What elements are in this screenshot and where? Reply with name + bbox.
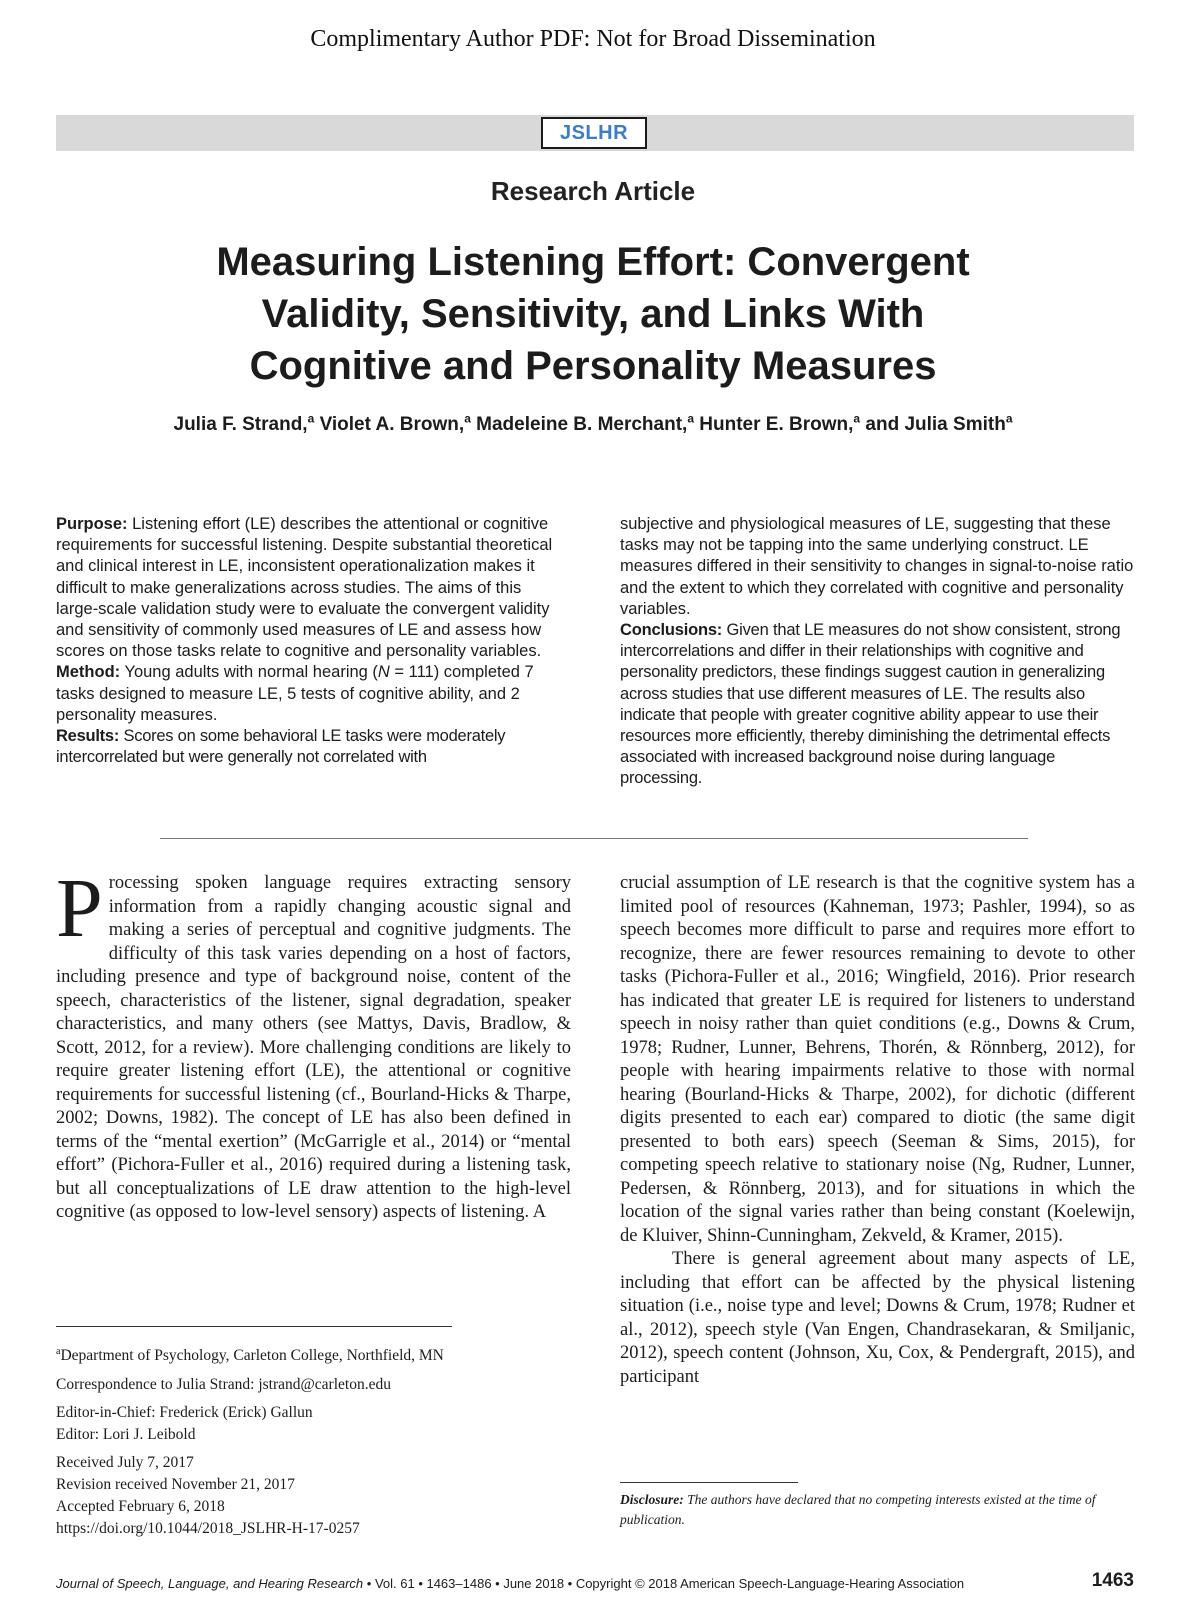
author: Hunter E. Brown,$^a$: [699, 412, 861, 436]
affiliation-note: $^a$Department of Psychology, Carleton College, Northfield, MN: [56, 1346, 444, 1365]
abstract-results-continued: subjective and physiological measures of LE, suggesting that these tasks may not be tapping into the same underlying construct. LE measures differed in their sensitivity to changes in signal-to-noise ratio and the extent to which they correlated with cognitive and personality variables.: [620, 515, 1134, 618]
author: Madeleine B. Merchant,$^a$: [476, 412, 695, 436]
intro-paragraph: Processing spoken language requires extracting sensory information from a rapidly changing acoustic signal and making a series of perceptual and cognitive judgments. The difficulty of this task varies depending on a host of factors, including presence and type of background noise, content of the speech, characteristics of the listener, signal degradation, speaker characteristics, and many others (see Mattys, Davis, Bradlow, & Scott, 2012, for a review). More challenging conditions are likely to require greater listening effort (LE), the attentional or cognitive requirements for successful listening (cf., Bourland-Hicks & Tharpe, 2002; Downs, 1982). The concept of LE has also been defined in terms of the “mental exertion” (McGarrigle et al., 2014) or “mental effort” (Pichora-Fuller et al., 2016) required during a listening task, but all conceptualizations of LE draw attention to the high-level cognitive (as opposed to low-level sensory) aspects of listening. A: [56, 862, 571, 1222]
journal-badge: JSLHR: [541, 117, 647, 149]
body-right-column: [620, 872, 1135, 1389]
body-paragraph: crucial assumption of LE research is that the cognitive system has a limited pool of resources (Kahneman, 1973; Pashler, 1994), so as speech becomes more difficult to parse and requires more effort to recognize, there are fewer resources remaining to devote to other tasks (Pichora-Fuller et al., 2016; Wingfield, 2016). Prior research has indicated that greater LE is required for listeners to understand speech in noisy rather than quiet conditions (e.g., Downs & Crum, 1978; Rudner, Lunner, Behrens, Thorén, & Rönnberg, 2012), for people with hearing impairments relative to those with normal hearing (Bourland-Hicks & Tharpe, 2002), for dichotic (different digits presented to each ear) compared to diotic (the same digit presented to both ears) speech (Seeman & Sims, 2015), for competing speech relative to stationary noise (Ng, Rudner, Lunner, Pedersen, & Rönnberg, 2013), and for situations in which the location of the signal varies rather than being constant (Koelewijn, de Kluiver, Shinn-Cunningham, Zekveld, & Kramer, 2015).: [620, 873, 1135, 1246]
body-paragraph: There is general agreement about many aspects of LE, including that effort can be affected by the physical listening situation (i.e., noise type and level; Downs & Crum, 1978; Rudner et al., 2012), speech style (Van Engen, Chandrasekaran, & Smiljanic, 2012), speech content (Johnson, Xu, Cox, & Pendergraft, 2015), and participant: [620, 1249, 1135, 1387]
section-divider: [160, 838, 1028, 839]
revision-date: Revision received November 21, 2017: [56, 1476, 295, 1494]
received-date: Received July 7, 2017: [56, 1454, 194, 1472]
footnote-rule: [56, 1326, 452, 1327]
abstract-method: Method: Young adults with normal hearing (N = 111) completed 7 tasks designed to measure LE, 5 tests of cognitive ability, and 2 personality measures.: [56, 663, 534, 724]
page-footer: Journal of Speech, Language, and Hearing Research • Vol. 61 • 1463–1486 • June 2018 • Copyright © 2018 American Speech-Language-Hearing Association: [56, 1576, 965, 1591]
doi-link[interactable]: https://doi.org/10.1044/2018_JSLHR-H-17-0257: [56, 1520, 360, 1538]
watermark-text: Complimentary Author PDF: Not for Broad Dissemination: [310, 26, 876, 52]
abstract-conclusions: Conclusions: Given that LE measures do not show consistent, strong intercorrelations and differ in their relationships with cognitive and personality predictors, these findings suggest caution in generalizing across studies that use different measures of LE. The results also indicate that people with greater cognitive ability appear to use their resources more efficiently, thereby diminishing the detrimental effects associated with increased background noise during language processing.: [620, 621, 1121, 788]
title-line: Validity, Sensitivity, and Links With: [261, 292, 925, 336]
author: and Julia Smith$^a$: [865, 412, 1013, 436]
abstract-results: Results: Scores on some behavioral LE tasks were moderately intercorrelated but were generally not correlated with: [56, 727, 506, 767]
body-left-column: [56, 862, 571, 1225]
abstract-left-column: [56, 514, 566, 768]
accepted-date: Accepted February 6, 2018: [56, 1498, 225, 1516]
author: Violet A. Brown,$^a$: [319, 412, 471, 436]
disclosure-note: Disclosure: The authors have declared that no competing interests existed at the time of publication.: [620, 1492, 1096, 1527]
title-line: Measuring Listening Effort: Convergent: [216, 240, 970, 284]
abstract-purpose: Purpose: Listening effort (LE) describes the attentional or cognitive requirements for successful listening. Despite substantial theoretical and clinical interest in LE, inconsistent operationalization makes it difficult to make generalizations across studies. The aims of this large-scale validation study were to evaluate the convergent validity and sensitivity of commonly used measures of LE and assess how scores on those tasks relate to cognitive and personality variables.: [56, 515, 553, 661]
article-title: [120, 236, 1066, 392]
drop-cap: P: [56, 862, 103, 955]
editor-in-chief-note: Editor-in-Chief: Frederick (Erick) Gallun: [56, 1404, 313, 1422]
article-type: Research Article: [490, 176, 696, 206]
author-list: [40, 412, 1146, 436]
page-number: 1463: [1091, 1570, 1134, 1591]
footnotes: [56, 1340, 571, 1540]
correspondence-note: Correspondence to Julia Strand: jstrand@carleton.edu: [56, 1376, 391, 1394]
author: Julia F. Strand,$^a$: [173, 412, 315, 436]
abstract-right-column: [620, 514, 1134, 790]
disclosure-rule: [620, 1482, 798, 1483]
editor-note: Editor: Lori J. Leibold: [56, 1426, 196, 1444]
title-line: Cognitive and Personality Measures: [249, 344, 937, 388]
